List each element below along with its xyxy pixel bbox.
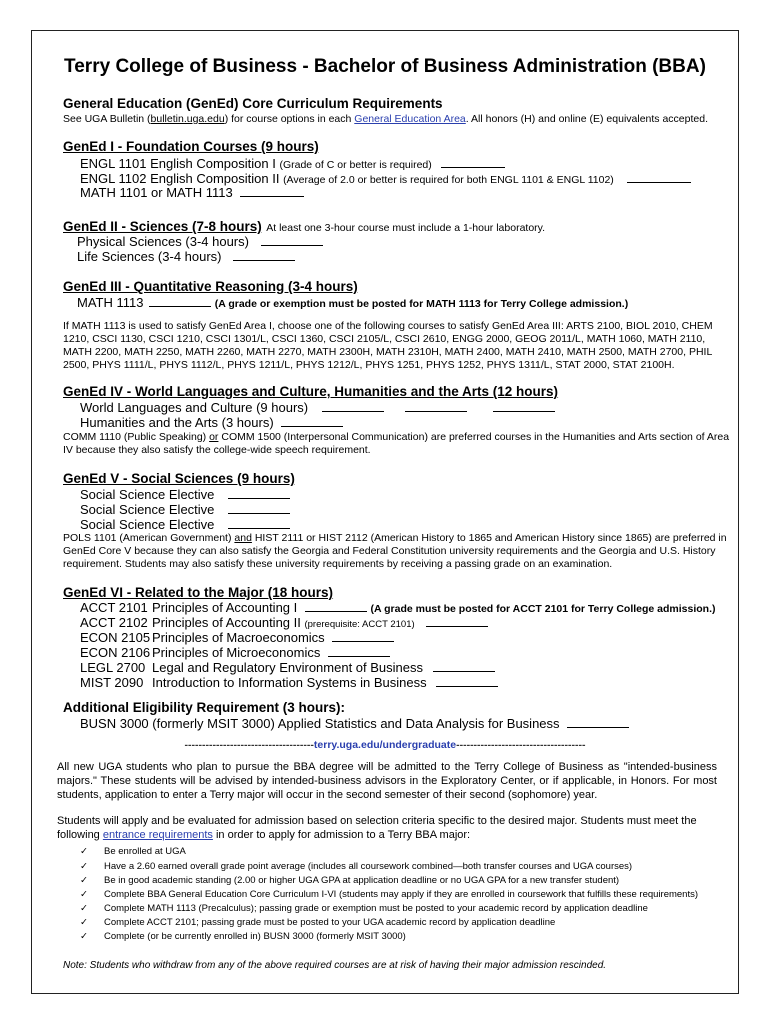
gened5-heading: GenEd V - Social Sciences (9 hours) <box>63 471 295 486</box>
requirement-item <box>80 917 555 928</box>
bulletin-link[interactable]: bulletin.uga.edu <box>150 113 225 125</box>
para-part: COMM 1500 (Interpersonal Communication) are preferred courses in the Humanities and Arts section of Area IV because they also satisfy the college-wide speech requirement. <box>63 431 730 456</box>
undergraduate-url-link[interactable]: terry.uga.edu/undergraduate <box>313 739 457 751</box>
gened4-paragraph <box>63 431 731 457</box>
course-name: ENGL 1101 English Composition I <box>80 156 276 171</box>
course-blank-3[interactable] <box>493 400 555 412</box>
course-note: (Average of 2.0 or better is required for both ENGL 1101 & ENGL 1102) <box>283 174 614 186</box>
course-note: (Grade of C or better is required) <box>279 159 432 171</box>
gened6-course-row <box>80 645 390 660</box>
course-blank[interactable] <box>426 615 488 627</box>
course-blank[interactable] <box>436 675 498 687</box>
course-blank[interactable] <box>441 156 505 168</box>
gened6-heading: GenEd VI - Related to the Major (18 hours) <box>63 585 334 600</box>
course-code: LEGL 2700 <box>80 660 146 675</box>
gened3-paragraph: If MATH 1113 is used to satisfy GenEd Area I, choose one of the following courses to satisfy GenEd Area III: ARTS 2100, BIOL 2010, CHEM 1210, CSCI 1130, CSCI 1210, CSCI 1301/L, CSCI 1360, CSCI 2105/L, CSCI 2610, ENGG 2000, GEOG 2011/L, MATH 1060, MATH 2110, MATH 2200, MATH 2250, MATH 2260, MATH 2270, MATH 2300H, MATH 2310H, MATH 2400, MATH 2410, MATH 2500, MATH 2700, PHIL 2500, PHYS 1111/L, PHYS 1112/L, PHYS 1211/L, PHYS 1212/L, PHYS 1251, PHYS 1252, PHYS 1311/L, STAT 2000, STAT 2100H. <box>63 320 713 371</box>
course-note: (A grade or exemption must be posted for MATH 1113 for Terry College admission.) <box>214 298 629 310</box>
checkmark-icon: ✓ <box>80 931 88 942</box>
additional-course <box>80 716 629 731</box>
course-name: Physical Sciences (3-4 hours) <box>77 234 249 249</box>
course-blank-1[interactable] <box>322 400 384 412</box>
entrance-requirements-link[interactable]: entrance requirements <box>102 829 213 841</box>
course-name: Principles of Accounting II <box>152 615 301 630</box>
gened5-course-3 <box>80 517 290 532</box>
bulletin-line <box>63 113 708 125</box>
course-blank[interactable] <box>228 517 290 529</box>
gened3-heading: GenEd III - Quantitative Reasoning (3-4 hours) <box>63 279 358 294</box>
para-or: or <box>209 431 219 443</box>
course-blank[interactable] <box>228 487 290 499</box>
course-blank[interactable] <box>281 415 343 427</box>
course-name: Humanities and the Arts (3 hours) <box>80 415 274 430</box>
gened6-course-row <box>80 600 716 615</box>
gened6-course-row <box>80 660 495 675</box>
course-blank[interactable] <box>332 630 394 642</box>
additional-heading: Additional Eligibility Requirement (3 hours): <box>63 700 346 715</box>
gened1-course-2 <box>80 171 691 186</box>
para-part: POLS 1101 (American Government) <box>63 532 235 544</box>
course-name: Life Sciences (3-4 hours) <box>77 249 222 264</box>
requirement-text: Complete ACCT 2101; passing grade must be posted to your UGA academic record by application deadline <box>104 917 556 928</box>
gened1-course-3 <box>80 185 304 200</box>
gened4-heading: GenEd IV - World Languages and Culture, Humanities and the Arts (12 hours) <box>63 384 559 399</box>
course-code: ECON 2105 <box>80 630 151 645</box>
url-line <box>31 739 739 751</box>
bulletin-suffix: . All honors (H) and online (E) equivalents accepted. <box>465 113 708 125</box>
para-part: HIST 2111 or HIST 2112 (American History to 1865 and American History since 1865) are preferred in GenEd Core V because they can also satisfy the Georgia and Federal Constitution university requirements and the Georgia and U.S. History requirement. Students may also satisfy these university requirements by receiving a passing grade on an examination. <box>63 532 727 570</box>
course-name: Introduction to Information Systems in Business <box>152 675 427 690</box>
course-code: ECON 2106 <box>80 645 151 660</box>
course-name: MATH 1101 or MATH 1113 <box>80 185 233 200</box>
course-blank-2[interactable] <box>405 400 467 412</box>
course-name: MATH 1113 <box>77 295 144 310</box>
para-part: Students will apply and be evaluated for admission based on selection criteria specific to the desired major. Students must meet the following <box>57 815 697 841</box>
checkmark-icon: ✓ <box>80 903 88 914</box>
course-code: ACCT 2101 <box>80 600 148 615</box>
requirement-item <box>80 861 632 872</box>
course-name: Social Science Elective <box>80 487 215 502</box>
bulletin-mid: ) for course options in each <box>224 113 355 125</box>
para-part: in order to apply for admission to a Terry BBA major: <box>212 829 471 841</box>
requirement-item <box>80 875 619 886</box>
course-blank[interactable] <box>228 502 290 514</box>
requirement-item <box>80 889 698 900</box>
requirement-text: Be enrolled at UGA <box>104 846 186 857</box>
course-blank[interactable] <box>261 234 323 246</box>
checkmark-icon: ✓ <box>80 889 88 900</box>
requirement-item <box>80 846 186 857</box>
gened5-course-2 <box>80 502 290 517</box>
core-heading: General Education (GenEd) Core Curriculum Requirements <box>63 96 443 111</box>
course-name: Principles of Macroeconomics <box>152 630 325 645</box>
course-blank[interactable] <box>305 600 367 612</box>
course-name: Social Science Elective <box>80 502 215 517</box>
page-title: Terry College of Business - Bachelor of Business Administration (BBA) <box>64 56 706 77</box>
gened3-course-1 <box>77 295 628 310</box>
course-name: BUSN 3000 (formerly MSIT 3000) Applied Statistics and Data Analysis for Business <box>80 716 560 731</box>
gened2-course-1 <box>77 234 323 249</box>
general-education-area-link[interactable]: General Education Area <box>354 113 466 125</box>
course-blank[interactable] <box>627 171 691 183</box>
footnote: Note: Students who withdraw from any of the above required courses are at risk of having their major admission rescinded. <box>63 960 607 971</box>
course-blank[interactable] <box>240 185 304 197</box>
course-blank[interactable] <box>233 249 295 261</box>
course-note: (A grade must be posted for ACCT 2101 for Terry College admission.) <box>370 603 716 615</box>
course-name: Principles of Accounting I <box>152 600 298 615</box>
apply-paragraph <box>57 814 717 842</box>
requirement-text: Complete BBA General Education Core Curriculum I-VI (students may apply if they are enrolled in coursework that fulfills these requirements) <box>104 889 699 900</box>
course-name: Social Science Elective <box>80 517 215 532</box>
requirement-item <box>80 903 648 914</box>
course-note: (prerequisite: ACCT 2101) <box>304 619 415 630</box>
course-name: Legal and Regulatory Environment of Business <box>152 660 423 675</box>
course-name: World Languages and Culture (9 hours) <box>80 400 309 415</box>
course-code: MIST 2090 <box>80 675 144 690</box>
course-blank[interactable] <box>149 295 211 307</box>
checkmark-icon: ✓ <box>80 917 88 928</box>
para-part: COMM 1110 (Public Speaking) <box>63 431 210 443</box>
course-blank[interactable] <box>433 660 495 672</box>
checkmark-icon: ✓ <box>80 875 88 886</box>
gened2-heading: GenEd II - Sciences (7-8 hours) <box>63 219 262 234</box>
requirement-text: Complete (or be currently enrolled in) BUSN 3000 (formerly MSIT 3000) <box>104 931 406 942</box>
gened2-note: At least one 3-hour course must include a 1-hour laboratory. <box>266 222 546 234</box>
requirement-text: Have a 2.60 earned overall grade point average (includes all coursework combined—both transfer courses and UGA courses) <box>104 861 633 872</box>
course-blank[interactable] <box>328 645 390 657</box>
gened6-course-row <box>80 630 394 645</box>
requirement-text: Complete MATH 1113 (Precalculus); passing grade or exemption must be posted to your academic record by application deadline <box>104 903 648 914</box>
admission-paragraph: All new UGA students who plan to pursue the BBA degree will be admitted to the Terry College of Business as "intended-business majors." These students will be advised by intended-business advisors in the Exploratory Center, or if applicable, in Honors. For most students, application to enter a Terry major will occur in the second semester of their second (sophomore) year. <box>57 761 717 801</box>
gened6-course-row <box>80 615 488 630</box>
gened1-heading: GenEd I - Foundation Courses (9 hours) <box>63 139 319 154</box>
course-blank[interactable] <box>567 716 629 728</box>
gened2-course-2 <box>77 249 295 264</box>
gened4-course-2 <box>80 415 343 430</box>
gened5-course-1 <box>80 487 290 502</box>
checkmark-icon: ✓ <box>80 846 88 857</box>
gened5-paragraph <box>63 532 731 571</box>
requirement-item <box>80 931 406 942</box>
requirement-text: Be in good academic standing (2.00 or higher UGA GPA at application deadline or no UGA GPA for a new transfer student) <box>104 875 620 886</box>
gened1-course-1 <box>80 156 505 171</box>
para-and: and <box>234 532 252 544</box>
bulletin-prefix: See UGA Bulletin ( <box>63 113 151 125</box>
course-code: ACCT 2102 <box>80 615 148 630</box>
checkmark-icon: ✓ <box>80 861 88 872</box>
gened6-course-row <box>80 675 498 690</box>
course-name: ENGL 1102 English Composition II <box>80 171 280 186</box>
gened4-course-1 <box>80 400 555 415</box>
dashes-right: ------------------------------------- <box>456 739 586 751</box>
course-name: Principles of Microeconomics <box>152 645 321 660</box>
dashes-left: ------------------------------------- <box>184 739 314 751</box>
